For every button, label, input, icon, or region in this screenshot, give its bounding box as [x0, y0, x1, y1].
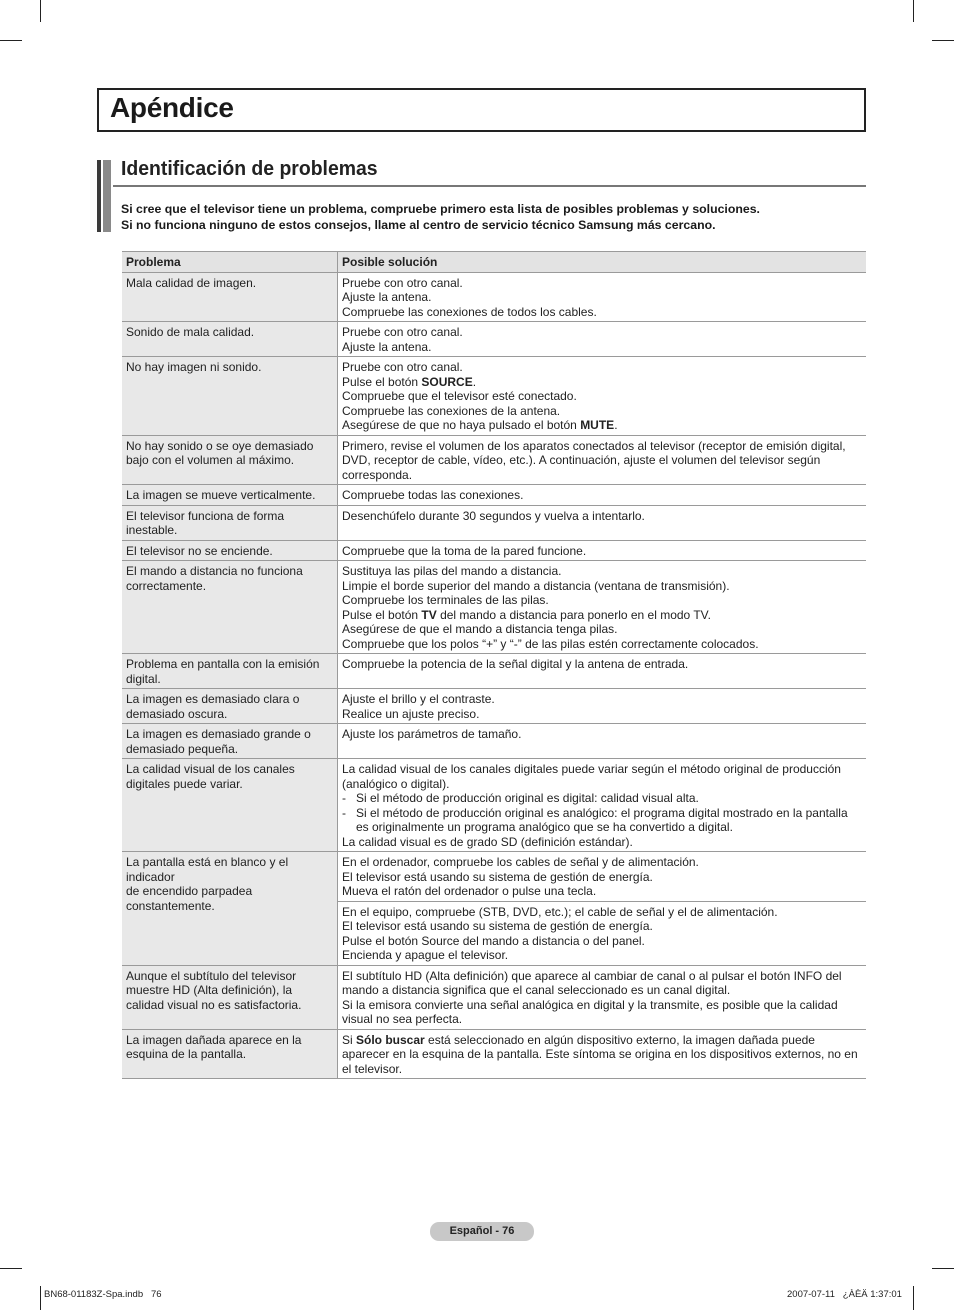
solution-line: Compruebe las conexiones de la antena.: [342, 403, 561, 418]
column-header-problem: Problema: [122, 252, 338, 273]
solution-cell: [338, 561, 867, 654]
intro-text: [121, 201, 861, 233]
solution-line: En el equipo, compruebe (STB, DVD, etc.); el cable de señal y el de alimentación.: [342, 904, 778, 919]
solution-cell: Desenchúfelo durante 30 segundos y vuelva a intentarlo.: [338, 505, 867, 540]
crop-mark: [40, 1286, 41, 1310]
solution-line: Pulse el botón TV del mando a distancia para ponerlo en el modo TV.: [342, 607, 711, 622]
problem-cell: La imagen es demasiado grande o demasiado pequeña.: [122, 724, 338, 759]
problem-cell: [122, 852, 338, 966]
solution-line: Limpie el borde superior del mando a distancia (ventana de transmisión).: [342, 578, 730, 593]
table-row: [122, 435, 866, 485]
problem-cell: Sonido de mala calidad.: [122, 322, 338, 357]
troubleshooting-table: [122, 251, 866, 1079]
problem-cell: El televisor funciona de forma inestable.: [122, 505, 338, 540]
table-row: [122, 485, 866, 506]
solution-cell: [338, 852, 867, 902]
table-header-row: [122, 252, 866, 273]
solution-cell: [338, 357, 867, 436]
section-marker: [103, 160, 111, 232]
solution-line: Pulse el botón SOURCE.: [342, 374, 477, 389]
table-row: [122, 561, 866, 654]
table-row: [122, 357, 866, 436]
solution-line: Compruebe que el televisor esté conectado.: [342, 389, 577, 403]
crop-mark: [0, 40, 22, 41]
solution-line: Ajuste la antena.: [342, 290, 432, 304]
chapter-title-box: [97, 88, 866, 132]
crop-mark: [0, 1268, 22, 1269]
solution-line: Sustituya las pilas del mando a distancia.: [342, 564, 562, 578]
table-row: [122, 505, 866, 540]
solution-cell: Primero, revise el volumen de los aparatos conectados al televisor (receptor de emisión digital, DVD, receptor de cable, vídeo, etc.). A continuación, ajuste el volumen del televisor según corresponda.: [338, 435, 867, 485]
crop-mark: [932, 40, 954, 41]
solution-dash-item: - Si el método de producción original es digital: calidad visual alta.: [342, 791, 699, 805]
file-info: BN68-01183Z-Spa.indb 76: [44, 1289, 162, 1300]
solution-cell: [338, 901, 867, 965]
solution-line: El subtítulo HD (Alta definición) que aparece al cambiar de canal o al pulsar el botón INFO del mando a distancia significa que el canal seleccionado es un canal digital.: [342, 968, 842, 997]
solution-line: Pruebe con otro canal.: [342, 325, 463, 339]
table-row: [122, 272, 866, 322]
solution-line: En el ordenador, compruebe los cables de señal y de alimentación.: [342, 855, 699, 869]
problem-line: de encendido parpadea constantemente.: [126, 884, 253, 913]
problem-cell: La imagen dañada aparece en la esquina de la pantalla.: [122, 1029, 338, 1079]
intro-line: Si no funciona ninguno de estos consejos, llame al centro de servicio técnico Samsung más cercano.: [121, 218, 716, 232]
solution-cell: Compruebe todas las conexiones.: [338, 485, 867, 506]
solution-line: Ajuste el brillo y el contraste.: [342, 692, 495, 706]
solution-line: Compruebe los terminales de las pilas.: [342, 593, 549, 607]
problem-cell: No hay sonido o se oye demasiado bajo con el volumen al máximo.: [122, 435, 338, 485]
crop-mark: [913, 0, 914, 22]
crop-mark: [932, 1268, 954, 1269]
problem-cell: Problema en pantalla con la emisión digital.: [122, 654, 338, 689]
table-row: [122, 1029, 866, 1079]
page-number-badge: Español - 76: [430, 1222, 534, 1241]
table-row: [122, 689, 866, 724]
solution-line: La calidad visual de los canales digitales puede variar según el método original de producción (analógico o digital).: [342, 762, 841, 791]
table-row: [122, 540, 866, 561]
solution-line: Pulse el botón Source del mando a distancia o del panel.: [342, 933, 645, 948]
table-row: [122, 724, 866, 759]
section-title: Identificación de problemas: [121, 158, 378, 180]
solution-line: Compruebe las conexiones de todos los cables.: [342, 304, 597, 319]
solution-line: Compruebe que los polos “+” y “-” de las pilas estén correctamente colocados.: [342, 636, 759, 651]
problem-cell: Mala calidad de imagen.: [122, 272, 338, 322]
table-row: [122, 759, 866, 852]
solution-cell: Compruebe que la toma de la pared funcione.: [338, 540, 867, 561]
problem-line: La pantalla está en blanco y el indicador: [126, 855, 289, 884]
crop-mark: [913, 1286, 914, 1310]
solution-line: Asegúrese de que no haya pulsado el botón MUTE.: [342, 418, 618, 432]
chapter-title: Apéndice: [110, 92, 234, 123]
intro-line: Si cree que el televisor tiene un problema, compruebe primero esta lista de posibles problemas y soluciones.: [121, 202, 760, 216]
solution-line: Mueva el ratón del ordenador o pulse una tecla.: [342, 884, 597, 898]
solution-cell: Compruebe la potencia de la señal digital y la antena de entrada.: [338, 654, 867, 689]
solution-line: Realice un ajuste preciso.: [342, 706, 480, 721]
print-timestamp: 2007-07-11 ¿ÀÈÄ 1:37:01: [787, 1289, 902, 1300]
problem-cell: Aunque el subtítulo del televisor muestre HD (Alta definición), la calidad visual no es satisfactoria.: [122, 965, 338, 1029]
solution-cell: [338, 689, 867, 724]
problem-cell: La imagen se mueve verticalmente.: [122, 485, 338, 506]
problem-cell: No hay imagen ni sonido.: [122, 357, 338, 436]
solution-line: Si la emisora convierte una señal analógica en digital y la transmite, es posible que la calidad visual no sea perfecta.: [342, 997, 838, 1026]
solution-dash-item: - Si el método de producción original es analógico: el programa digital mostrado en la pantalla es originalmente un programa analógico que se ha convertido a digital.: [342, 805, 848, 834]
table-row: [122, 654, 866, 689]
table-row: [122, 965, 866, 1029]
solution-line: Pruebe con otro canal.: [342, 360, 463, 374]
solution-line: El televisor está usando su sistema de gestión de energía.: [342, 919, 653, 933]
problem-cell: El mando a distancia no funciona correctamente.: [122, 561, 338, 654]
table-row: [122, 322, 866, 357]
solution-cell: Si Sólo buscar está seleccionado en algún dispositivo externo, la imagen dañada puede aparecer en la esquina de la pantalla. Este síntoma se origina en los dispositivos externos, no en el televisor.: [338, 1029, 867, 1079]
solution-line: Pruebe con otro canal.: [342, 275, 463, 290]
solution-line: El televisor está usando su sistema de gestión de energía.: [342, 869, 653, 884]
solution-cell: Ajuste los parámetros de tamaño.: [338, 724, 867, 759]
table-row: [122, 852, 866, 902]
section-divider: [113, 185, 866, 187]
solution-line: Asegúrese de que el mando a distancia tenga pilas.: [342, 622, 618, 636]
section-marker: [97, 160, 101, 232]
solution-cell: [338, 322, 867, 357]
problem-cell: El televisor no se enciende.: [122, 540, 338, 561]
problem-cell: La calidad visual de los canales digitales puede variar.: [122, 759, 338, 852]
solution-cell: [338, 272, 867, 322]
crop-mark: [40, 0, 41, 22]
solution-cell: [338, 759, 867, 852]
solution-cell: [338, 965, 867, 1029]
solution-line: Ajuste la antena.: [342, 339, 432, 354]
problem-cell: La imagen es demasiado clara o demasiado oscura.: [122, 689, 338, 724]
solution-line: La calidad visual es de grado SD (definición estándar).: [342, 834, 633, 849]
column-header-solution: Posible solución: [338, 252, 867, 273]
solution-line: Encienda y apague el televisor.: [342, 948, 509, 962]
